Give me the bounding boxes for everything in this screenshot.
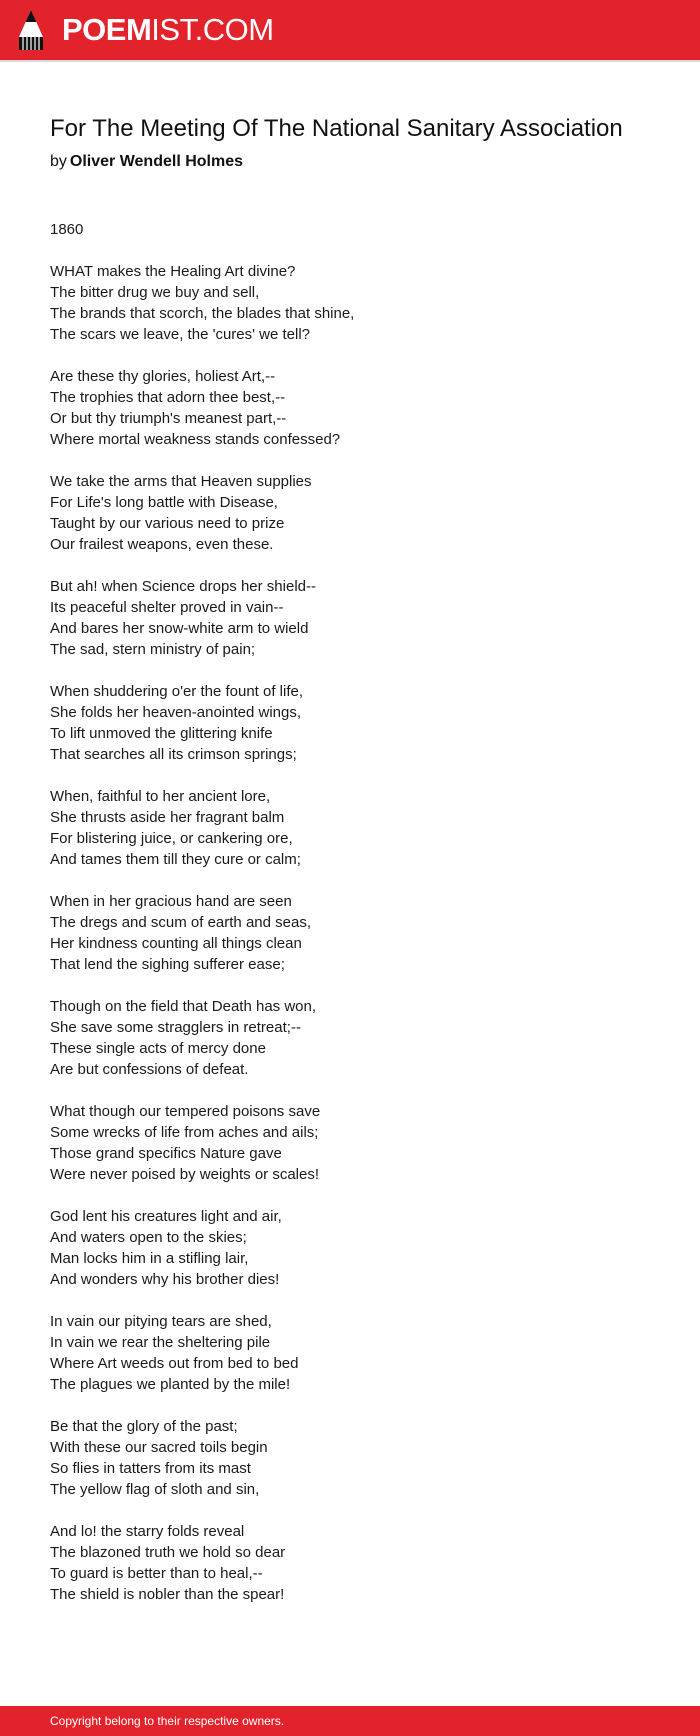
poem-line: When in her gracious hand are seen [50, 893, 292, 910]
site-header [0, 0, 700, 62]
poem-body [50, 219, 650, 1605]
poem-stanza [50, 261, 650, 345]
poem-line: When shuddering o'er the fount of life, [50, 683, 304, 700]
poem-line: That searches all its crimson springs; [50, 746, 297, 763]
poem-line: These single acts of mercy done [50, 1040, 266, 1057]
poem-line: When, faithful to her ancient lore, [50, 788, 271, 805]
poem-line: And bares her snow-white arm to wield [50, 620, 309, 637]
poem-line: In vain we rear the sheltering pile [50, 1334, 271, 1351]
poem-line: To lift unmoved the glittering knife [50, 725, 273, 742]
poem-line: For blistering juice, or cankering ore, [50, 830, 293, 847]
poem-stanza [50, 681, 650, 765]
poem-line: Some wrecks of life from aches and ails; [50, 1124, 319, 1141]
poem-line: Are these thy glories, holiest Art,-- [50, 368, 276, 385]
by-label: by [50, 153, 67, 170]
poem-line: Are but confessions of defeat. [50, 1061, 249, 1078]
poem-line: For Life's long battle with Disease, [50, 494, 278, 511]
poem-line: Those grand specifics Nature gave [50, 1145, 282, 1162]
poem-line: The blazoned truth we hold so dear [50, 1544, 286, 1561]
poem-line: She thrusts aside her fragrant balm [50, 809, 285, 826]
poem-line: The plagues we planted by the mile! [50, 1376, 291, 1393]
poem-line: Our frailest weapons, even these. [50, 536, 274, 553]
brand-light-text: IST.COM [151, 12, 274, 47]
poem-line: To guard is better than to heal,-- [50, 1565, 263, 1582]
poem-line: That lend the sighing sufferer ease; [50, 956, 285, 973]
poem-line: She save some stragglers in retreat;-- [50, 1019, 301, 1036]
poem-line: So flies in tatters from its mast [50, 1460, 251, 1477]
poem-line: In vain our pitying tears are shed, [50, 1313, 272, 1330]
poem-stanza [50, 471, 650, 555]
poem-stanza [50, 1521, 650, 1605]
poem-line: The shield is nobler than the spear! [50, 1586, 285, 1603]
poem-line: The trophies that adorn thee best,-- [50, 389, 286, 406]
poem-line: God lent his creatures light and air, [50, 1208, 282, 1225]
site-brand-name [62, 9, 274, 51]
poem-line: And tames them till they cure or calm; [50, 851, 301, 868]
poem-line: Be that the glory of the past; [50, 1418, 238, 1435]
poem-line: Her kindness counting all things clean [50, 935, 302, 952]
poem-line: The bitter drug we buy and sell, [50, 284, 260, 301]
poem-line: But ah! when Science drops her shield-- [50, 578, 316, 595]
poem-stanza [50, 996, 650, 1080]
byline [50, 152, 650, 172]
poem-line: And lo! the starry folds reveal [50, 1523, 245, 1540]
poem-stanza [50, 366, 650, 450]
page-title: For The Meeting Of The National Sanitary Association [50, 115, 623, 142]
poem-stanza [50, 1206, 650, 1290]
poem-stanza [50, 1311, 650, 1395]
poem-stanza [50, 576, 650, 660]
site-logo-link[interactable] [16, 9, 274, 51]
poem-line: Or but thy triumph's meanest part,-- [50, 410, 287, 427]
poem-line: The yellow flag of sloth and sin, [50, 1481, 260, 1498]
poem-line: With these our sacred toils begin [50, 1439, 268, 1456]
poem-line: Though on the field that Death has won, [50, 998, 317, 1015]
poem-line: Its peaceful shelter proved in vain-- [50, 599, 284, 616]
poem-line: What though our tempered poisons save [50, 1103, 321, 1120]
poem-line: And waters open to the skies; [50, 1229, 247, 1246]
poem-line: The scars we leave, the 'cures' we tell? [50, 326, 311, 343]
poem-line: The sad, stern ministry of pain; [50, 641, 256, 658]
poem-line: She folds her heaven-anointed wings, [50, 704, 302, 721]
poem-date: 1860 [50, 221, 84, 238]
pencil-icon [16, 9, 46, 51]
poem-stanza [50, 1101, 650, 1185]
poem-line: WHAT makes the Healing Art divine? [50, 263, 296, 280]
copyright-text: Copyright belong to their respective owners. [50, 1714, 285, 1728]
author-name: Oliver Wendell Holmes [69, 153, 243, 170]
poem-line: Were never poised by weights or scales! [50, 1166, 320, 1183]
poem-line: Man locks him in a stifling lair, [50, 1250, 249, 1267]
poem-line: Taught by our various need to prize [50, 515, 285, 532]
brand-strong-text: POEM [62, 12, 152, 47]
poem-line: We take the arms that Heaven supplies [50, 473, 312, 490]
poem-line: Where mortal weakness stands confessed? [50, 431, 341, 448]
site-footer [0, 1706, 700, 1736]
stanza-list [50, 261, 650, 1605]
poem-line: The brands that scorch, the blades that shine, [50, 305, 355, 322]
poem-line: Where Art weeds out from bed to bed [50, 1355, 299, 1372]
poem-line: The dregs and scum of earth and seas, [50, 914, 311, 931]
poem-stanza [50, 786, 650, 870]
poem-stanza [50, 1416, 650, 1500]
poem-stanza [50, 891, 650, 975]
poem-content [50, 116, 650, 1626]
poem-line: And wonders why his brother dies! [50, 1271, 280, 1288]
